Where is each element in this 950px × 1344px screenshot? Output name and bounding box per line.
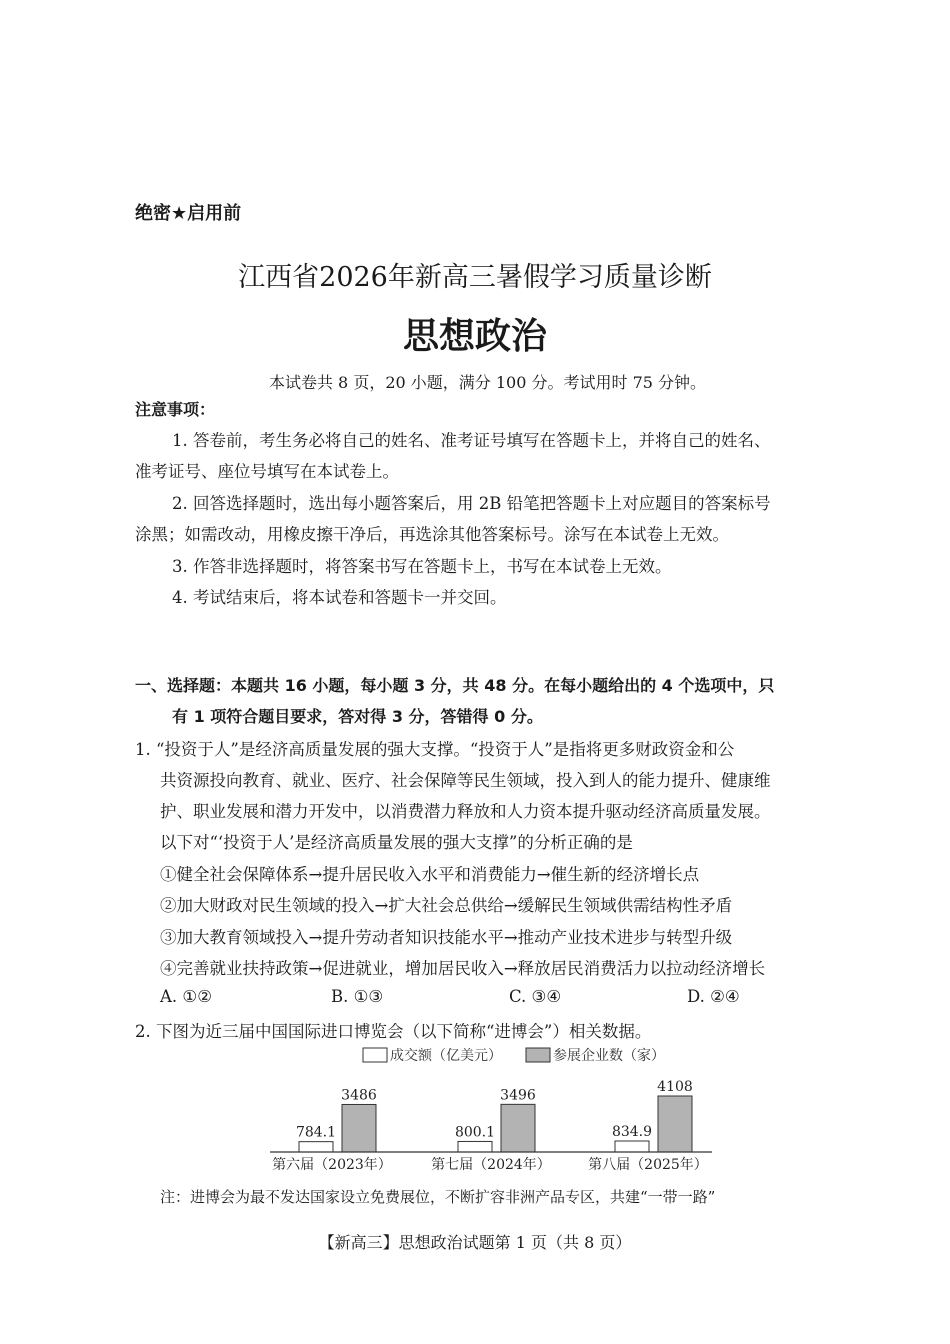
notice-line-4: 涂黑；如需改动，用橡皮擦干净后，再选涂其他答案标号。涂写在本试卷上无效。 bbox=[135, 525, 729, 544]
bar-deals-1 bbox=[299, 1142, 333, 1152]
chart-legend bbox=[363, 1047, 665, 1064]
data-label-exhibitors-2: 3496 bbox=[500, 1087, 536, 1104]
notice-title: 注意事项： bbox=[135, 400, 216, 419]
bar-exhibitors-1 bbox=[342, 1104, 376, 1152]
notice-line-6: 4. 考试结束后，将本试卷和答题卡一并交回。 bbox=[172, 588, 507, 607]
exam-title: 江西省2026年新高三暑假学习质量诊断 bbox=[238, 262, 712, 293]
data-label-exhibitors-1: 3486 bbox=[341, 1087, 377, 1104]
q1-line-3: 护、职业发展和潜力开发中，以消费潜力释放和人力资本提升驱动经济高质量发展。 bbox=[160, 802, 771, 821]
q1-line-2: 共资源投向教育、就业、医疗、社会保障等民生领域，投入到人的能力提升、健康维 bbox=[160, 771, 771, 790]
q1-line-1: 1. “投资于人”是经济高质量发展的强大支撑。“投资于人”是指将更多财政资金和公 bbox=[135, 740, 735, 759]
notice-line-2: 准考证号、座位号填写在本试卷上。 bbox=[135, 462, 399, 481]
category-label-1: 第六届（2023年） bbox=[272, 1157, 392, 1173]
notice-line-1: 1. 答卷前，考生务必将自己的姓名、准考证号填写在答题卡上，并将自己的姓名、 bbox=[172, 431, 771, 450]
q1-statement-4: ④完善就业扶持政策→促进就业，增加居民收入→释放居民消费活力以拉动经济增长 bbox=[160, 959, 766, 978]
bar-deals-2 bbox=[458, 1141, 492, 1152]
subject-title: 思想政治 bbox=[402, 316, 547, 357]
q1-line-4: 以下对“‘投资于人’是经济高质量发展的强大支撑”的分析正确的是 bbox=[160, 833, 633, 852]
category-label-3: 第八届（2025年） bbox=[588, 1157, 708, 1173]
section-heading-line-1: 一、选择题：本题共 16 小题，每小题 3 分，共 48 分。在每小题给出的 4 个选项中，只 bbox=[135, 676, 775, 695]
expo-bar-chart bbox=[260, 1042, 730, 1178]
page-footer: 【新高三】思想政治试题第 1 页（共 8 页） bbox=[318, 1233, 632, 1252]
data-label-deals-1: 784.1 bbox=[295, 1124, 337, 1141]
legend-label-deals: 成交额（亿美元） bbox=[390, 1048, 502, 1064]
notice-line-3: 2. 回答选择题时，选出每小题答案后，用 2B 铅笔把答题卡上对应题目的答案标号 bbox=[172, 494, 771, 513]
q1-statement-2: ②加大财政对民生领域的投入→扩大社会总供给→缓解民生领域供需结构性矛盾 bbox=[160, 896, 733, 915]
data-label-deals-3: 834.9 bbox=[611, 1124, 653, 1140]
q1-option-a: A. ①② bbox=[160, 987, 212, 1006]
confidential-label: 绝密★启用前 bbox=[135, 203, 242, 224]
data-label-exhibitors-3: 4108 bbox=[657, 1079, 693, 1095]
q1-statement-1: ①健全社会保障体系→提升居民收入水平和消费能力→催生新的经济增长点 bbox=[160, 865, 700, 884]
bar-deals-3 bbox=[615, 1141, 649, 1152]
q2-note: 注：进博会为最不发达国家设立免费展位，不断扩容非洲产品专区，共建“一带一路” bbox=[160, 1188, 716, 1206]
notice-line-5: 3. 作答非选择题时，将答案书写在答题卡上，书写在本试卷上无效。 bbox=[172, 557, 672, 576]
data-label-deals-2: 800.1 bbox=[454, 1124, 496, 1141]
category-label-2: 第七届（2024年） bbox=[431, 1157, 551, 1173]
q1-option-c: C. ③④ bbox=[509, 987, 562, 1006]
legend-swatch-exhibitors bbox=[526, 1048, 550, 1062]
q1-option-b: B. ①③ bbox=[331, 987, 384, 1006]
bar-exhibitors-2 bbox=[501, 1104, 535, 1152]
legend-swatch-deals bbox=[363, 1048, 387, 1062]
q1-statement-3: ③加大教育领域投入→提升劳动者知识技能水平→推动产业技术进步与转型升级 bbox=[160, 928, 733, 947]
exam-intro: 本试卷共 8 页，20 小题，满分 100 分。考试用时 75 分钟。 bbox=[268, 373, 707, 392]
legend-label-exhibitors: 参展企业数（家） bbox=[553, 1048, 665, 1064]
bar-exhibitors-3 bbox=[658, 1096, 692, 1152]
q2-stem: 2. 下图为近三届中国国际进口博览会（以下简称“进博会”）相关数据。 bbox=[135, 1022, 652, 1041]
section-heading-line-2: 有 1 项符合题目要求，答对得 3 分，答错得 0 分。 bbox=[172, 707, 543, 726]
q1-option-d: D. ②④ bbox=[687, 987, 740, 1006]
